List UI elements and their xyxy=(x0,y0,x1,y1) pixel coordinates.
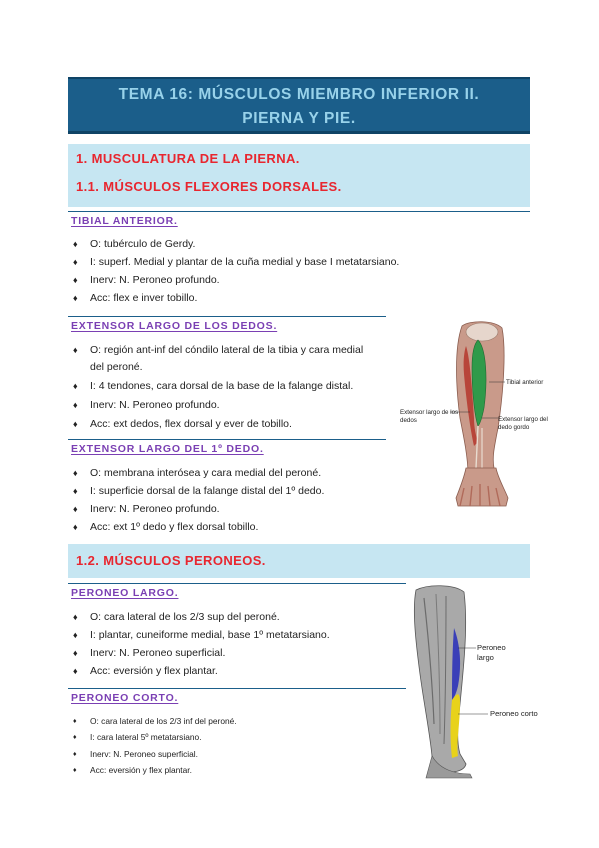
label-peroneo-corto: Peroneo corto xyxy=(490,709,538,718)
label-ext-dedos-2: dedos xyxy=(400,417,417,424)
list-item: ♦ I: superficie dorsal de la falange distal del 1º dedo. xyxy=(73,483,383,500)
bullet-icon: ♦ xyxy=(73,734,77,742)
knee-shape xyxy=(466,323,498,341)
list-item: ♦ I: 4 tendones, cara dorsal de la base de la falange distal. xyxy=(73,378,373,395)
list-item: ♦ Inerv: N. Peroneo profundo. xyxy=(73,272,513,289)
bullet-icon: ♦ xyxy=(73,630,78,640)
list-item: ♦ I: cara lateral 5º metatarsiano. xyxy=(73,730,393,745)
section-subtitle-1-1: 1.1. MÚSCULOS FLEXORES DORSALES. xyxy=(76,179,342,194)
list-item: ♦ Inerv: N. Peroneo profundo. xyxy=(73,501,383,518)
page-title-line1: TEMA 16: MÚSCULOS MIEMBRO INFERIOR II. xyxy=(118,86,480,103)
bullet-icon: ♦ xyxy=(73,504,78,514)
bullet-icon: ♦ xyxy=(73,666,78,676)
list-item: ♦ O: tubérculo de Gerdy. xyxy=(73,236,513,253)
heading-peroneo-corto: PERONEO CORTO. xyxy=(71,692,179,704)
bullet-icon: ♦ xyxy=(73,400,78,410)
label-peroneo-largo-1: Peroneo xyxy=(477,643,506,652)
section-title-1: 1. MUSCULATURA DE LA PIERNA. xyxy=(76,151,300,166)
leg-anterior-figure xyxy=(394,318,554,510)
label-ext-dedos-1: Extensor largo de los xyxy=(400,409,459,416)
bullet-icon: ♦ xyxy=(73,767,77,775)
bullet-icon: ♦ xyxy=(73,381,78,391)
label-ext-gordo-2: dedo gordo xyxy=(498,424,530,431)
bullet-icon: ♦ xyxy=(73,522,78,532)
list-item: ♦ Acc: ext dedos, flex dorsal y ever de tobillo. xyxy=(73,416,373,433)
divider xyxy=(68,211,530,212)
bullet-icon: ♦ xyxy=(73,257,78,267)
list-item: ♦ Inerv: N. Peroneo profundo. xyxy=(73,397,373,414)
list-item: ♦ Acc: eversión y flex plantar. xyxy=(73,763,393,778)
bullet-icon: ♦ xyxy=(73,239,78,249)
divider xyxy=(68,688,406,689)
list-item: ♦ O: membrana interósea y cara medial del peroné. xyxy=(73,465,383,482)
label-ext-gordo-1: Extensor largo del xyxy=(498,416,548,423)
divider xyxy=(68,583,406,584)
list-item: ♦ Acc: flex e inver tobillo. xyxy=(73,290,513,307)
heading-peroneo-largo: PERONEO LARGO. xyxy=(71,587,179,599)
list-tibial-anterior xyxy=(73,236,513,307)
bullet-icon: ♦ xyxy=(73,718,77,725)
heading-tibial-anterior: TIBIAL ANTERIOR. xyxy=(71,215,178,227)
bullet-icon: ♦ xyxy=(73,750,77,758)
list-extensor-largo-1-dedo xyxy=(73,465,383,536)
list-item: ♦ Acc: ext 1º dedo y flex dorsal tobillo. xyxy=(73,519,383,536)
title-banner xyxy=(68,77,530,134)
list-peroneo-corto xyxy=(73,714,393,779)
bullet-icon: ♦ xyxy=(73,648,78,658)
bullet-icon: ♦ xyxy=(73,419,78,429)
label-peroneo-largo-2: largo xyxy=(477,653,494,662)
list-item: ♦ Inerv: N. Peroneo superficial. xyxy=(73,747,393,762)
page-title-line2: PIERNA Y PIE. xyxy=(242,110,356,127)
list-item: ♦ Inerv: N. Peroneo superficial. xyxy=(73,645,393,662)
list-item: ♦ O: cara lateral de los 2/3 inf del peroné. xyxy=(73,714,393,729)
section-title-1-2: 1.2. MÚSCULOS PERONEOS. xyxy=(76,553,266,568)
bullet-icon: ♦ xyxy=(73,293,78,303)
list-item: ♦ O: región ant-inf del cóndilo lateral de la tibia y cara medial del peroné. xyxy=(73,344,364,373)
list-peroneo-largo xyxy=(73,609,393,680)
bullet-icon: ♦ xyxy=(73,345,78,355)
divider xyxy=(68,316,386,317)
list-item: ♦ Acc: eversión y flex plantar. xyxy=(73,663,393,680)
foot-shape xyxy=(456,468,508,506)
bullet-icon: ♦ xyxy=(73,468,78,478)
list-extensor-largo-dedos xyxy=(73,342,373,433)
bullet-icon: ♦ xyxy=(73,486,78,496)
list-item: ♦ O: cara lateral de los 2/3 sup del peroné. xyxy=(73,609,393,626)
divider xyxy=(68,439,386,440)
bullet-icon: ♦ xyxy=(73,612,78,622)
list-item: ♦ I: superf. Medial y plantar de la cuña medial y base I metatarsiano. xyxy=(73,254,513,271)
label-tibial-anterior: Tibial anterior xyxy=(506,379,544,386)
heading-extensor-largo-1-dedo: EXTENSOR LARGO DEL 1º DEDO. xyxy=(71,443,264,455)
bullet-icon: ♦ xyxy=(73,275,78,285)
list-item: ♦ I: plantar, cuneiforme medial, base 1º metatarsiano. xyxy=(73,627,393,644)
leg-lateral-figure xyxy=(406,584,556,780)
heading-extensor-largo-dedos: EXTENSOR LARGO DE LOS DEDOS. xyxy=(71,320,278,332)
